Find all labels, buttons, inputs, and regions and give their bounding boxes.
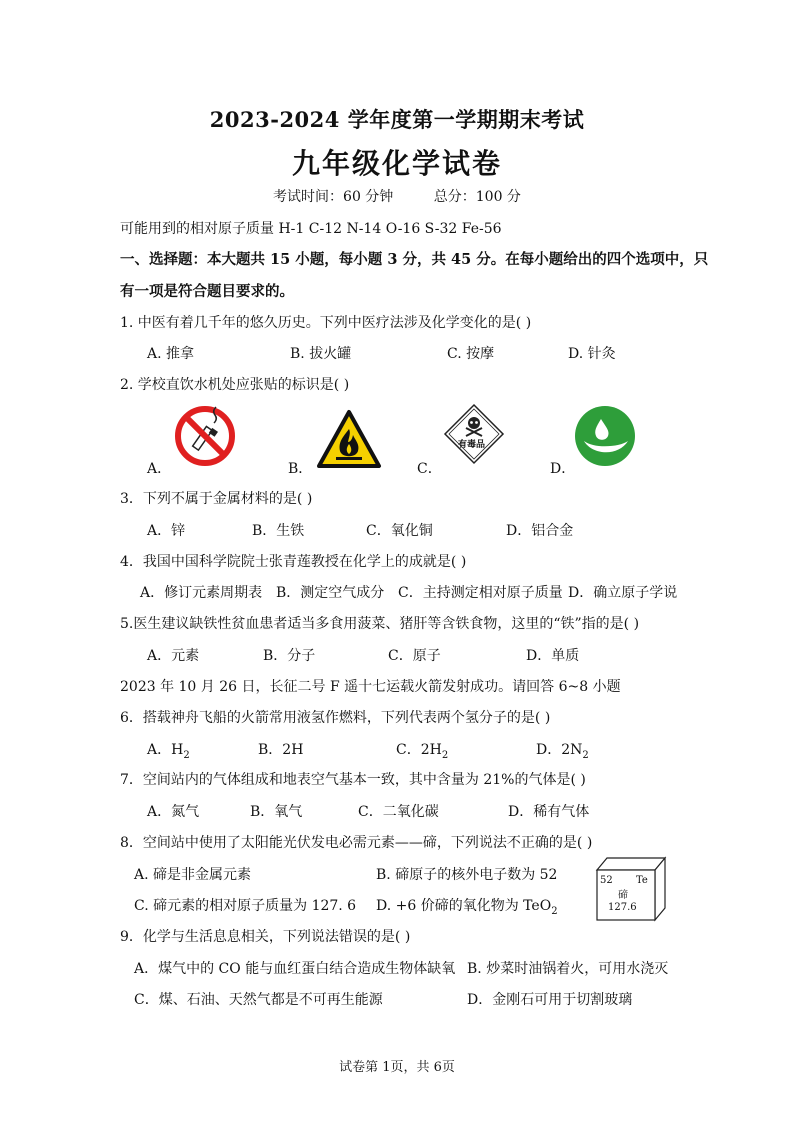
q4-option-a: A．修订元素周期表 [140,585,263,601]
q6-8-intro: 2023 年 10 月 26 日，长征二号 F 遥十七运载火箭发射成功。请回答 6~8 小题 [120,679,621,695]
q6-option-a: A．$H_2$ [147,742,190,761]
q5-stem: 5.医生建议缺铁性贫血患者适当多食用菠菜、猪肝等含铁食物，这里的“铁”指的是( ) [120,616,640,632]
q3-option-d: D．铝合金 [506,523,574,539]
exam-score: 总分：100 分 [433,189,521,205]
q5-option-d: D．单质 [526,648,580,664]
q7-option-b: B．氧气 [250,804,303,820]
exam-title: 2023-2024 学年度第一学期期末考试 [209,107,585,132]
cell-element-name: 碲 [618,890,628,901]
flammable-warning-icon [316,409,382,473]
q4-option-d: D．确立原子学说 [568,585,678,601]
q6-option-d: D．$2N_2$ [536,742,589,761]
q8-stem: 8．空间站中使用了太阳能光伏发电必需元素——碲，下列说法不正确的是( ) [120,835,593,851]
q1-option-b: B. 拔火罐 [290,346,352,362]
q8-option-c: C. 碲元素的相对原子质量为 127. 6 [134,898,357,914]
q2-option-a: A． [147,461,172,477]
q9-option-d: D．金刚石可用于切割玻璃 [467,992,633,1008]
q2-option-b: B． [288,461,313,477]
exam-subtitle: 九年级化学试卷 [291,147,502,180]
cell-symbol: Te [636,875,648,886]
toxic-label: 有毒品 [458,440,486,450]
q4-option-c: C．主持测定相对原子质量 [398,585,563,601]
toxic-substance-icon [443,403,505,469]
q4-stem: 4．我国中国科学院院士张青莲教授在化学上的成就是( ) [120,554,467,570]
tellurium-element-cell [595,856,667,922]
q9-option-a: A．煤气中的 CO 能与血红蛋白结合造成生物体缺氧 [134,961,456,977]
q1-stem: 1. 中医有着几千年的悠久历史。下列中医疗法涉及化学变化的是( ) [120,315,532,331]
q7-option-d: D．稀有气体 [508,804,590,820]
cell-atomic-mass: 127.6 [608,902,637,913]
water-saving-icon [574,405,636,471]
q3-option-c: C．氧化铜 [366,523,433,539]
section-1-heading-line1: 一、选择题：本大题共 15 小题，每小题 3 分，共 45 分。在每小题给出的四个选项中，只 [120,251,709,268]
q5-option-c: C．原子 [388,648,441,664]
q9-option-c: C．煤、石油、天然气都是不可再生能源 [134,992,383,1008]
exam-time: 考试时间：60 分钟 [273,189,394,205]
q3-option-b: B．生铁 [252,523,305,539]
page-footer: 试卷第 1页，共 6页 [339,1060,455,1075]
q8-option-d: D. +6 价碲的氧化物为 TeO$_2$ [376,898,558,917]
exam-meta [0,186,794,206]
q6-stem: 6．搭载神舟飞船的火箭常用液氢作燃料，下列代表两个氢分子的是( ) [120,710,551,726]
q1-option-d: D. 针灸 [568,346,616,362]
section-1-heading-line2: 有一项是符合题目要求的。 [120,283,294,300]
q6-option-b: B．2H [258,742,304,758]
no-smoking-icon [174,405,236,471]
q1-option-a: A. 推拿 [147,346,195,362]
q5-option-b: B．分子 [263,648,316,664]
q7-stem: 7．空间站内的气体组成和地表空气基本一致，其中含量为 21%的气体是( ) [120,772,586,788]
q2-option-d: D． [550,461,576,477]
q5-option-a: A．元素 [147,648,200,664]
cell-atomic-number: 52 [600,875,613,886]
q9-stem: 9．化学与生活息息相关，下列说法错误的是( ) [120,929,411,945]
q3-option-a: A．锌 [147,523,186,539]
q3-stem: 3．下列不属于金属材料的是( ) [120,491,313,507]
q8-option-a: A. 碲是非金属元素 [134,867,252,883]
q7-option-c: C．二氧化碳 [358,804,439,820]
q6-option-c: C．$2H_2$ [396,742,449,761]
q2-stem: 2. 学校直饮水机处应张贴的标识是( ) [120,377,350,393]
q8-option-b: B. 碲原子的核外电子数为 52 [376,867,558,883]
atomic-masses: 可能用到的相对原子质量 H-1 C-12 N-14 O-16 S-32 Fe-56 [120,221,502,237]
q2-option-c: C． [417,461,442,477]
q4-option-b: B．测定空气成分 [276,585,385,601]
q7-option-a: A．氮气 [147,804,200,820]
q9-option-b: B. 炒菜时油锅着火，可用水浇灭 [467,961,669,977]
q1-option-c: C. 按摩 [447,346,495,362]
